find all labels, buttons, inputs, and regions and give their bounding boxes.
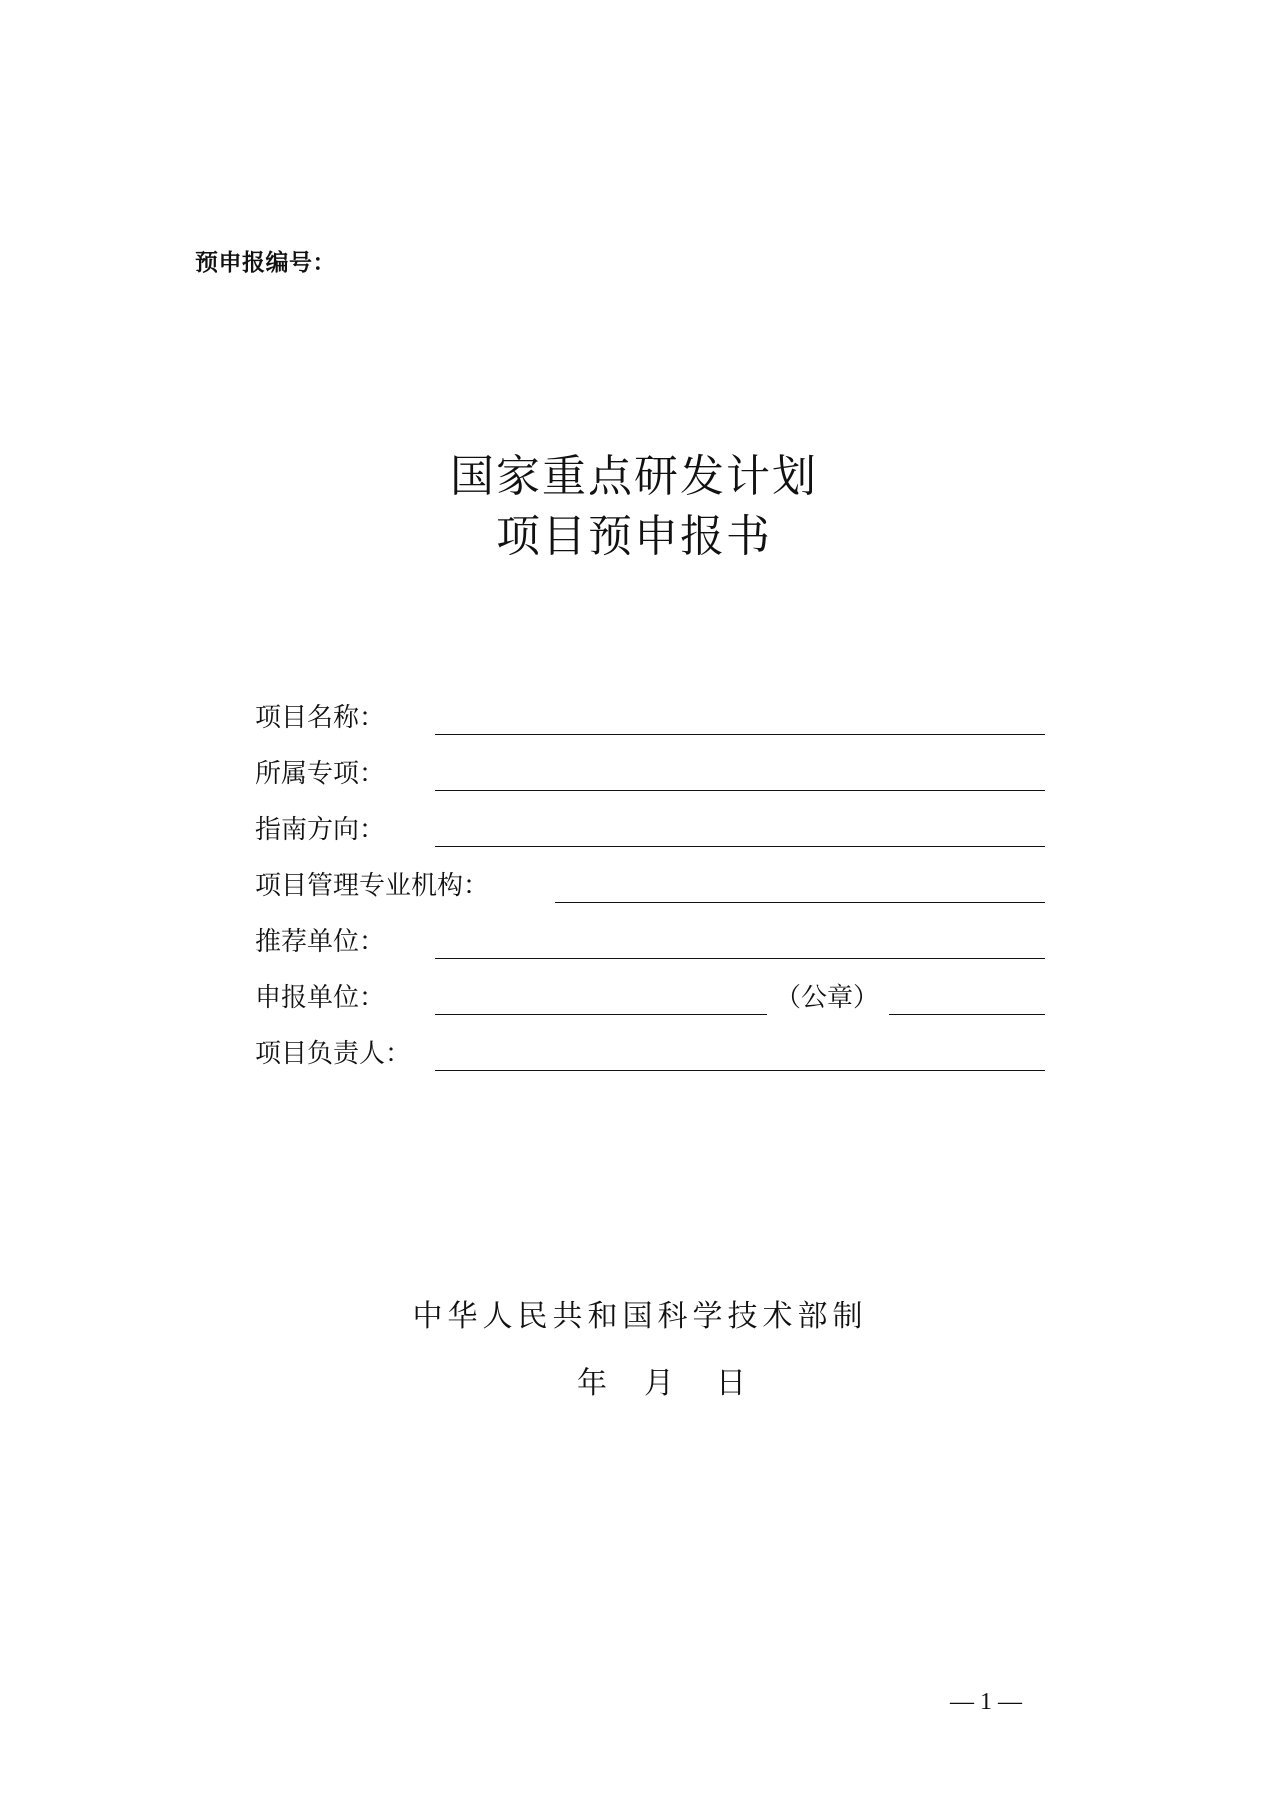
document-title-line1: 国家重点研发计划 <box>450 451 818 502</box>
form-row-management-agency <box>255 866 1045 906</box>
field-label-recommending-unit: 推荐单位： <box>255 927 386 957</box>
field-label-project-name: 项目名称： <box>255 703 386 733</box>
form-row-project-leader <box>255 1034 1045 1074</box>
field-line-project-leader[interactable] <box>435 1070 1045 1071</box>
field-line-management-agency[interactable] <box>555 902 1045 903</box>
field-label-project-leader: 项目负责人： <box>255 1039 412 1069</box>
form-row-guide-direction <box>255 810 1045 850</box>
field-label-management-agency: 项目管理专业机构： <box>255 871 490 901</box>
field-label-special-program: 所属专项： <box>255 759 386 789</box>
date-day-label: 日 <box>716 1366 746 1401</box>
form-row-applicant-unit <box>255 978 1045 1018</box>
form-row-recommending-unit <box>255 922 1045 962</box>
field-line-applicant-unit[interactable] <box>435 1014 767 1015</box>
document-title-line2: 项目预申报书 <box>496 511 772 562</box>
field-line-project-name[interactable] <box>435 734 1045 735</box>
page-number: — 1 — <box>950 1689 1022 1715</box>
field-label-applicant-unit: 申报单位： <box>255 983 386 1013</box>
date-month-label: 月 <box>644 1366 674 1401</box>
form-row-special-program <box>255 754 1045 794</box>
field-line-special-program[interactable] <box>435 790 1045 791</box>
field-label-guide-direction: 指南方向： <box>255 815 386 845</box>
official-seal-label: （公章） <box>775 983 880 1013</box>
field-line-recommending-unit[interactable] <box>435 958 1045 959</box>
prereg-number-label: 预申报编号： <box>195 250 336 276</box>
date-year-label: 年 <box>577 1366 607 1401</box>
issuer-line: 中华人民共和国科学技术部制 <box>412 1299 868 1334</box>
field-line-guide-direction[interactable] <box>435 846 1045 847</box>
form-row-project-name <box>255 698 1045 738</box>
field-line-seal[interactable] <box>889 1014 1045 1015</box>
